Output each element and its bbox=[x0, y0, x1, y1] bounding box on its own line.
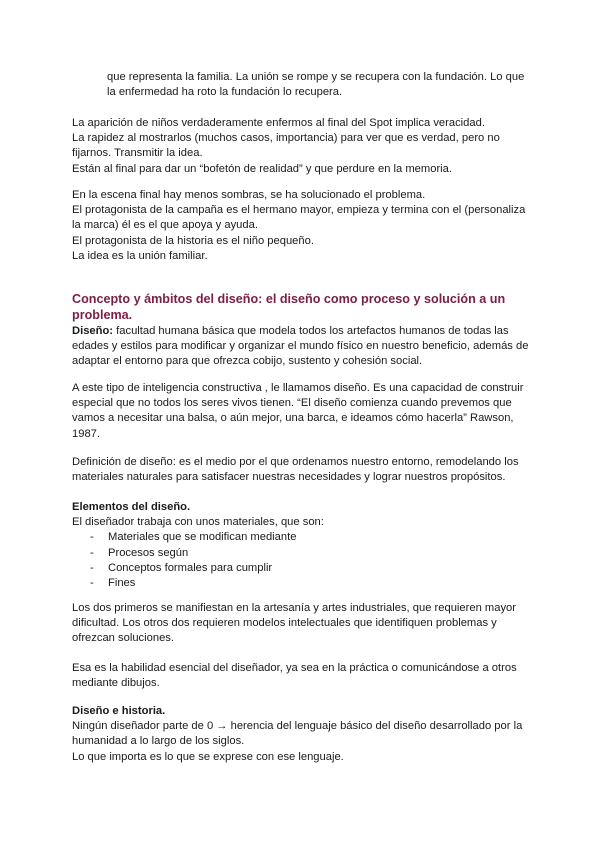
text-line: Están al final para dar un “bofetón de realidad” y que perdure en la memoria. bbox=[72, 162, 452, 175]
text-line: La rapidez al mostrarlos (muchos casos, importancia) para ver que es verdad, pero no bbox=[72, 132, 500, 145]
elements-title: Elementos del diseño. bbox=[72, 501, 191, 513]
text-line: mediante dibujos. bbox=[72, 677, 160, 690]
text-line: Definición de diseño: es el medio por el que ordenamos nuestro entorno, remodelando los bbox=[72, 456, 519, 468]
text-line: Ningún diseñador parte de 0 → herencia del lenguaje básico del diseño desarrollado por la bbox=[72, 720, 523, 733]
heading-line: problema. bbox=[72, 307, 133, 322]
text-line: 1987. bbox=[72, 427, 100, 440]
text-line: la marca) él es el que apoya y ayuda. bbox=[72, 219, 258, 232]
text-line: la enfermedad ha roto la fundación lo recupera. bbox=[107, 86, 343, 99]
paragraph-escena-final bbox=[72, 188, 532, 264]
text-line: edades y estilos para modificar y organizar el mundo físico en nuestro beneficio, además de bbox=[72, 340, 529, 353]
elements-list bbox=[72, 530, 532, 591]
text-line: El protagonista de la historia es el niño pequeño. bbox=[72, 234, 314, 247]
text-line: facultad humana básica que modela todos los artefactos humanos de todas las bbox=[113, 325, 509, 337]
text-line: Lo que importa es lo que se exprese con ese lenguaje. bbox=[72, 750, 344, 763]
list-item: - Fines bbox=[72, 576, 532, 591]
paragraph-artesania bbox=[72, 601, 532, 647]
heading-line: Concepto y ámbitos del diseño: el diseño como proceso y solución a un bbox=[72, 292, 506, 306]
text-line: humanidad a lo largo de los siglos. bbox=[72, 735, 245, 748]
history-title: Diseño e historia. bbox=[72, 705, 166, 717]
text-line: Los dos primeros se manifiestan en la artesanía y artes industriales, que requieren mayor bbox=[72, 602, 516, 614]
elements-section bbox=[72, 500, 532, 591]
text-line: especial que no todos los seres vivos tienen. “El diseño comienza cuando prevemos que bbox=[72, 397, 512, 410]
text-line: que representa la familia. La unión se rompe y se recupera con la fundación. Lo que bbox=[107, 71, 525, 83]
paragraph-inteligencia bbox=[72, 381, 532, 442]
text-line: La idea es la unión familiar. bbox=[72, 249, 208, 262]
text-line: dificultad. Los otros dos requieren modelos intelectuales que identifiquen problemas y bbox=[72, 617, 497, 630]
elements-intro: El diseñador trabaja con unos materiales, que son: bbox=[72, 516, 324, 529]
text-line: adaptar el entorno para que ofrezca cobijo, sustento y cohesión social. bbox=[72, 355, 423, 368]
intro-indented-text bbox=[107, 70, 547, 100]
section-heading bbox=[72, 292, 532, 323]
text-line: La aparición de niños verdaderamente enfermos al final del Spot implica veracidad. bbox=[72, 117, 485, 129]
definition-term: Diseño: bbox=[72, 325, 114, 337]
text-line: En la escena final hay menos sombras, se ha solucionado el problema. bbox=[72, 189, 426, 201]
paragraph-veracidad bbox=[72, 116, 532, 177]
paragraph-definition bbox=[72, 324, 532, 370]
list-item: - Conceptos formales para cumplir bbox=[72, 561, 532, 576]
text-line: Esa es la habilidad esencial del diseñador, ya sea en la práctica o comunicándose a otros bbox=[72, 662, 517, 674]
text-line: El protagonista de la campaña es el hermano mayor, empieza y termina con el (personaliza bbox=[72, 204, 526, 217]
text-line: fijarnos. Transmitir la idea. bbox=[72, 147, 203, 160]
list-item: - Materiales que se modifican mediante bbox=[72, 530, 532, 545]
text-line: materiales naturales para satisfacer nuestras necesidades y lograr nuestros propósitos. bbox=[72, 471, 506, 484]
text-line: ofrezcan soluciones. bbox=[72, 632, 174, 645]
paragraph-habilidad bbox=[72, 661, 532, 691]
paragraph-definicion-diseno bbox=[72, 455, 532, 485]
list-item: - Procesos según bbox=[72, 546, 532, 561]
history-section bbox=[72, 704, 532, 765]
text-line: A este tipo de inteligencia constructiva , le llamamos diseño. Es una capacidad de construir bbox=[72, 382, 524, 394]
text-line: vamos a necesitar una balsa, o aún mejor, una barca, e ideamos cómo hacerla” Rawson, bbox=[72, 412, 514, 425]
